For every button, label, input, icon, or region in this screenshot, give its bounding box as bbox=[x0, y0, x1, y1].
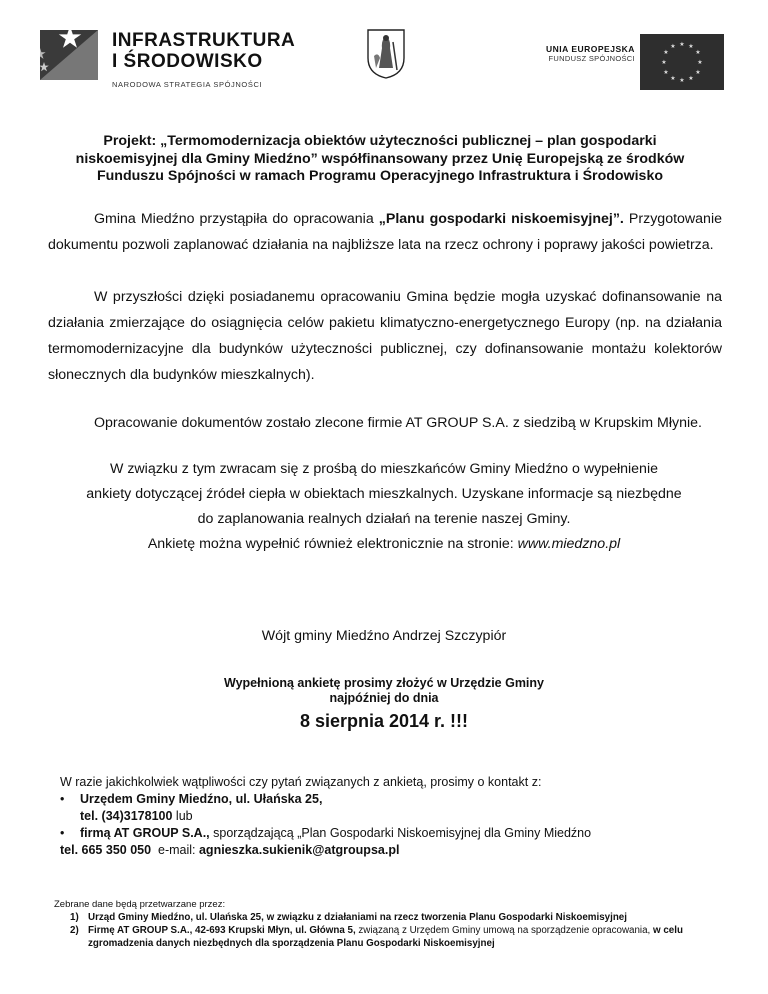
footer-item-number: 2) bbox=[70, 925, 79, 936]
coat-of-arms-icon bbox=[366, 28, 406, 80]
svg-text:★: ★ bbox=[661, 59, 667, 66]
paragraph-contractor bbox=[48, 410, 722, 436]
future-text: W przyszłości dzięki posiadanemu opracowaniu Gmina będzie mogła uzyskać dofinansowanie na działania zmierzające do osiągnięcia celów pakietu klimatyczno-energetycznego Europy (np. na działania termomodernizacyjne dla budynków użyteczności publicznej, czy dofinansowanie montażu kolektorów słonecznych dla budynków mieszkalnych). bbox=[48, 289, 722, 383]
bullet-icon: • bbox=[60, 792, 65, 806]
appeal-online-text: Ankietę można wypełnić również elektronicznie na stronie: bbox=[147, 536, 518, 552]
office-address: Urzędem Gminy Miedźno, ul. Ułańska 25, bbox=[80, 792, 323, 806]
logo-line3: NARODOWA STRATEGIA SPÓJNOŚCI bbox=[112, 80, 263, 89]
footer-item bbox=[54, 924, 734, 950]
footer-item-bold: Firmę AT GROUP S.A., 42-693 Krupski Młyn, ul. Główna 5, bbox=[88, 925, 356, 936]
company-phone: tel. 665 350 050 bbox=[60, 843, 152, 857]
company-name: firmą AT GROUP S.A., bbox=[80, 826, 210, 840]
or-text: lub bbox=[172, 809, 193, 823]
website-link[interactable]: www.miedzno.pl bbox=[517, 536, 621, 552]
company-desc: sporządzającą „Plan Gospodarki Niskoemisyjnej dla Gminy Miedźno bbox=[209, 826, 592, 840]
svg-text:★: ★ bbox=[697, 59, 703, 66]
signature: Wójt gminy Miedźno Andrzej Szczypiór bbox=[261, 628, 507, 644]
footer-item-number: 1) bbox=[70, 912, 79, 923]
contact-intro: W razie jakichkolwiek wątpliwości czy pytań związanych z ankietą, prosimy o kontakt z: bbox=[60, 775, 542, 789]
svg-text:★: ★ bbox=[670, 75, 676, 82]
deadline-line1: Wypełnioną ankietę prosimy złożyć w Urzędzie Gminy bbox=[224, 676, 544, 690]
footer-item-bold2: w celu zgromadzenia danych niezbędnych dla sporządzenia Planu Gospodarki Niskoemisyjnej bbox=[88, 925, 683, 949]
plan-title: „Planu gospodarki niskoemisyjnej”. bbox=[378, 211, 624, 227]
svg-text:★: ★ bbox=[688, 43, 694, 50]
svg-text:★: ★ bbox=[663, 69, 669, 76]
office-phone: tel. (34)3178100 bbox=[80, 809, 173, 823]
svg-text:★: ★ bbox=[679, 41, 685, 48]
email-label: e-mail: bbox=[151, 843, 199, 857]
deadline-block bbox=[30, 676, 738, 732]
footer-intro: Zebrane dane będą przetwarzane przez: bbox=[54, 899, 226, 910]
svg-text:★: ★ bbox=[670, 43, 676, 50]
company-contact-line bbox=[60, 842, 740, 859]
svg-text:★: ★ bbox=[688, 75, 694, 82]
infrastruktura-logo bbox=[40, 18, 300, 108]
logo-line2: I ŚRODOWISKO bbox=[112, 51, 263, 72]
eu-flag-icon bbox=[640, 34, 724, 90]
star-flag-icon bbox=[40, 22, 104, 86]
contractor-text: Opracowanie dokumentów zostało zlecone firmie AT GROUP S.A. z siedzibą w Krupskim Młynie. bbox=[94, 415, 702, 431]
svg-text:★: ★ bbox=[663, 49, 669, 56]
project-title: Projekt: „Termomodernizacja obiektów użyteczności publicznej – plan gospodarki niskoemisyjnej dla Gminy Miedźno” współfinansowany przez Unię Europejską ze środków Funduszu Spójności w ramach Programu Operacyjnego Infrastruktura i Środowisko bbox=[75, 133, 685, 184]
paragraph-future bbox=[48, 284, 722, 388]
bullet-icon: • bbox=[60, 826, 65, 840]
company-email[interactable]: agnieszka.sukienik@atgroupsa.pl bbox=[198, 843, 400, 857]
eu-line2: FUNDUSZ SPÓJNOŚCI bbox=[548, 54, 635, 63]
eu-line1: UNIA EUROPEJSKA bbox=[546, 44, 635, 54]
paragraph-intro bbox=[48, 206, 722, 258]
eu-label bbox=[546, 44, 635, 63]
intro-text-a: Gmina Miedźno przystąpiła do opracowania bbox=[94, 211, 379, 227]
appeal-line2: ankiety dotyczącej źródeł ciepła w obiektach mieszkalnych. Uzyskane informacje są niezbędne bbox=[86, 486, 682, 502]
intro-text-c: Przygotowanie dokumentu pozwoli zaplanować działania na najbliższe lata na rzecz ochrony i poprawy jakości powietrza. bbox=[48, 211, 722, 253]
deadline-date: 8 sierpnia 2014 r. !!! bbox=[299, 711, 469, 731]
data-processing-note bbox=[54, 898, 734, 950]
appeal-line3: do zaplanowania realnych działań na terenie naszej Gminy. bbox=[197, 511, 571, 527]
svg-text:★: ★ bbox=[695, 49, 701, 56]
footer-item-text: związaną z Urzędem Gminy umową na sporządzenie opracowania, bbox=[355, 925, 653, 936]
appeal-line1: W związku z tym zwracam się z prośbą do mieszkańców Gminy Miedźno o wypełnienie bbox=[110, 461, 658, 477]
appeal-line4 bbox=[30, 532, 738, 557]
footer-item bbox=[54, 911, 734, 924]
svg-text:★: ★ bbox=[695, 69, 701, 76]
contact-block bbox=[60, 774, 740, 859]
footer-item-bold: Urząd Gminy Miedźno, ul. Ulańska 25, w związku z działaniami na rzecz tworzenia Planu Gospodarki Niskoemisyjnej bbox=[88, 912, 627, 923]
contact-item-company bbox=[60, 825, 740, 842]
deadline-line2: najpóźniej do dnia bbox=[329, 691, 439, 705]
svg-text:★: ★ bbox=[679, 77, 685, 84]
contact-item-office bbox=[60, 791, 740, 825]
logo-line1: INFRASTRUKTURA bbox=[112, 30, 296, 51]
